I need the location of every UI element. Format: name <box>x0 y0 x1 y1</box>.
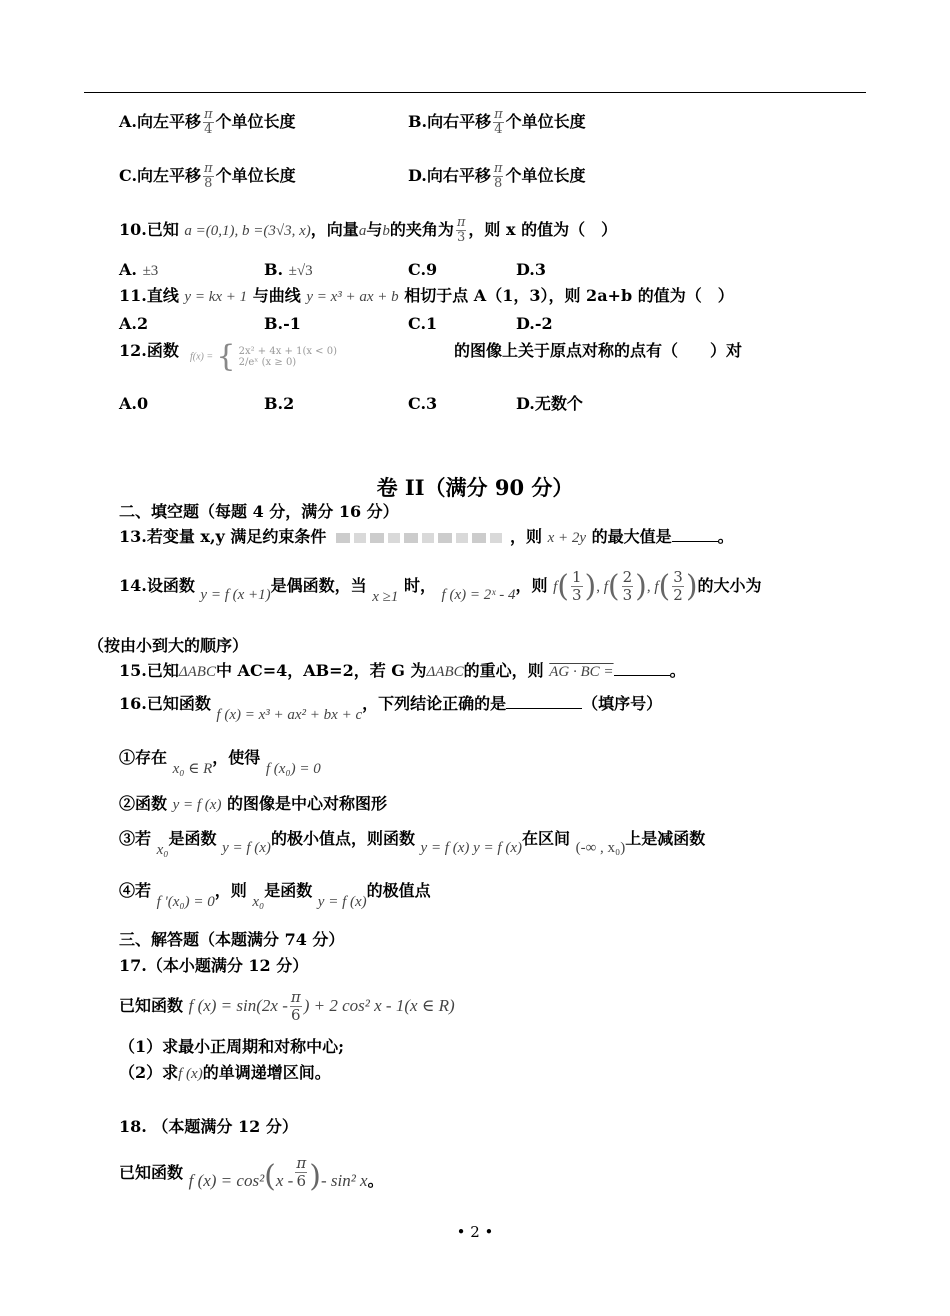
item-formula: f (x₀) = 0 <box>265 761 321 777</box>
paren-right-icon: ) <box>635 568 647 604</box>
q14-continuation: （按由小到大的顺序） <box>88 636 249 655</box>
q11-line-formula: y = kx + 1 <box>184 289 248 305</box>
fraction-numerator: π <box>493 161 503 176</box>
q14-text: 时， <box>403 576 436 595</box>
q16-text: ，下列结论正确的是 <box>362 694 507 713</box>
item-text: 是函数 <box>168 829 217 848</box>
item-number: ② <box>119 794 136 813</box>
paren-left-icon: ( <box>658 568 671 604</box>
item-text: ，则 <box>214 881 247 900</box>
q15-stem <box>119 661 686 682</box>
q12-question-tail: 的图像上关于原点对称的点有（ ）对 <box>454 341 743 360</box>
q13-text: ，则 <box>509 527 542 546</box>
item-number: ④ <box>119 881 136 900</box>
item-formula: x₀ <box>252 894 265 910</box>
paren-left-icon: ( <box>264 1159 276 1194</box>
fraction-numerator: π <box>456 215 466 230</box>
q9-option-d-text: D.向右平移 <box>408 166 491 185</box>
q18-given <box>119 1150 384 1204</box>
q9-option-c-text: C.向左平移 <box>119 166 202 185</box>
q11-option-b: B.-1 <box>264 314 301 333</box>
fraction-denominator: 2 <box>673 586 683 604</box>
q12-case-1: 2x² + 4x + 1(x < 0) <box>238 346 337 357</box>
item-text: 若 <box>135 881 152 900</box>
q16-item-2 <box>119 794 387 815</box>
item-text: 是函数 <box>264 881 313 900</box>
q14-function-formula: y = f (x +1) <box>200 587 271 603</box>
q10-vectors-formula: a =(0,1), b =(3√3, x) <box>184 223 311 239</box>
item-formula: y = f (x) y = f (x) <box>420 840 522 856</box>
q9-option-b-unit: 个单位长度 <box>505 112 586 131</box>
q17-text: 已知函数 <box>119 996 184 1015</box>
fraction-denominator: 4 <box>204 122 213 137</box>
header-rule <box>84 92 866 93</box>
item-text: 上是减函数 <box>625 829 706 848</box>
fraction-denominator: 3 <box>571 586 582 604</box>
item-formula: (-∞ , x₀) <box>575 840 626 856</box>
q9-option-c-unit: 个单位长度 <box>215 166 296 185</box>
q16-fill-hint: （填序号） <box>582 694 663 713</box>
item-text: 的极小值点，则函数 <box>270 829 415 848</box>
q12-option-c: C.3 <box>408 394 438 413</box>
paren-right-icon: ) <box>685 568 698 604</box>
answer-blank <box>672 541 718 542</box>
q11-option-c: C.1 <box>408 314 438 333</box>
q9-option-d <box>408 162 585 191</box>
q16-item-1 <box>119 743 321 784</box>
item-text: 函数 <box>135 794 168 813</box>
fraction-denominator: 8 <box>204 176 213 191</box>
section-2-heading: 二、填空题（每题 4 分，满分 16 分） <box>119 502 399 521</box>
option-value: ±3 <box>142 263 159 279</box>
q9-option-d-unit: 个单位长度 <box>505 166 586 185</box>
fraction-numerator: 3 <box>673 568 683 586</box>
fraction-numerator: π <box>204 161 213 176</box>
answer-blank <box>506 708 582 709</box>
q10-option-d: D.3 <box>516 260 547 279</box>
q15-dot-product-formula: AG · BC = <box>549 664 614 680</box>
q10-text: ，向量 <box>310 220 359 239</box>
q13-end-punctuation: 。 <box>717 527 734 546</box>
q14-definition-formula: f (x) = 2ˣ - 4 <box>441 587 516 603</box>
item-formula: x₀ ∈ R <box>172 761 213 777</box>
q15-triangle-symbol: ΔABC <box>426 664 464 680</box>
item-text: 的图像是中心对称图形 <box>227 794 388 813</box>
q18-end-punctuation: 。 <box>367 1171 384 1190</box>
item-formula: x₀ <box>156 842 169 858</box>
q17-formula-part: ) + 2 cos² x - 1(x ∈ R) <box>303 996 455 1015</box>
q10-option-a <box>119 260 158 281</box>
fraction-numerator: 1 <box>571 568 582 586</box>
fraction-denominator: 6 <box>291 1006 301 1024</box>
item-formula: y = f (x) <box>317 894 367 910</box>
q10-text: 的夹角为 <box>389 220 454 239</box>
fraction-numerator: π <box>204 107 213 122</box>
option-value: ±√3 <box>288 263 313 279</box>
q17-heading: 17.（本小题满分 12 分） <box>119 956 309 975</box>
q10-option-b <box>264 260 313 281</box>
q14-text: 是偶函数，当 <box>270 576 367 595</box>
q9-option-c <box>119 162 296 191</box>
q15-number: 15.已知 <box>119 661 179 680</box>
paren-right-icon: ) <box>584 568 597 604</box>
fraction-numerator: π <box>290 988 301 1006</box>
q13-stem <box>119 527 734 548</box>
item-text: ，使得 <box>212 748 261 767</box>
item-text: 在区间 <box>521 829 570 848</box>
q14-condition-formula: x ≥1 <box>372 589 399 605</box>
q15-text: 中 AC=4，AB=2，若 G 为 <box>215 661 427 680</box>
fraction-denominator: 4 <box>494 122 503 137</box>
item-text: 若 <box>135 829 152 848</box>
q16-item-3 <box>119 824 705 865</box>
paren-left-icon: ( <box>607 568 620 604</box>
q9-option-a <box>119 108 296 137</box>
q9-option-b <box>408 108 586 137</box>
q14-f-symbol: f <box>654 579 659 595</box>
paren-right-icon: ) <box>309 1159 321 1194</box>
q11-stem <box>119 286 734 307</box>
q14-stem: 14.设函数 y = f (x +1)是偶函数，当 x ≥1 时， f (x) = 2ˣ - 4，则 f( $\frac{1}{3}$ ), f( $\frac{2}{3}$ ), f( $\frac{3}{2}$ )的大小为 <box>119 568 762 605</box>
q18-heading: 18. （本题满分 12 分） <box>119 1117 298 1136</box>
q13-text: 的最大值是 <box>591 527 672 546</box>
fraction-denominator: 6 <box>296 1172 307 1190</box>
vector-a-symbol: a <box>358 223 367 239</box>
q15-end-punctuation: 。 <box>669 661 686 680</box>
q11-text: 与曲线 <box>252 286 301 305</box>
q17-part-1: （1）求最小正周期和对称中心; <box>119 1037 345 1056</box>
q15-triangle-symbol: ΔABC <box>178 664 216 680</box>
q11-number: 11.直线 <box>119 286 179 305</box>
q14-f-symbol: f <box>553 579 558 595</box>
q12-option-d: D.无数个 <box>516 394 583 413</box>
item-text: 存在 <box>135 748 168 767</box>
q11-option-a: A.2 <box>119 314 149 333</box>
item-formula: f '(x₀) = 0 <box>156 894 215 910</box>
option-label: A. <box>119 260 137 279</box>
q12-piecewise-formula <box>186 339 341 374</box>
q16-number: 16.已知函数 <box>119 694 211 713</box>
q12-option-b: B.2 <box>264 394 295 413</box>
fraction-denominator: 3 <box>622 586 633 604</box>
q13-number: 13.若变量 x,y 满足约束条件 <box>119 527 327 546</box>
q14-question-tail: 的大小为 <box>697 576 762 595</box>
item-formula: y = f (x) <box>222 840 271 856</box>
q14-number: 14.设函数 <box>119 576 195 595</box>
item-number: ③ <box>119 829 136 848</box>
q12-fx: f(x) = <box>190 351 214 363</box>
q9-option-a-text: A.向左平移 <box>119 112 201 131</box>
q13-constraint-system-image <box>336 533 506 543</box>
q18-text: 已知函数 <box>119 1163 184 1182</box>
q9-option-b-text: B.向右平移 <box>408 112 492 131</box>
q17-text: （2）求 <box>119 1063 179 1082</box>
item-text: 的极值点 <box>366 881 431 900</box>
q13-objective-formula: x + 2y <box>547 530 586 546</box>
q12-number: 12.函数 <box>119 341 179 360</box>
q17-formula-part: f (x) = sin(2x - <box>188 996 288 1015</box>
fraction-denominator: 8 <box>494 176 503 191</box>
q12-option-a: A.0 <box>119 394 149 413</box>
q17-given <box>119 986 455 1026</box>
q17-formula-part: f (x) <box>178 1066 203 1082</box>
vector-b-symbol: b <box>382 223 390 239</box>
option-label: B. <box>264 260 284 279</box>
item-number: ① <box>119 748 136 767</box>
page-number: • 2 • <box>456 1223 494 1241</box>
q10-question-tail: ，则 x 的值为（ ） <box>468 220 618 239</box>
fraction-numerator: 2 <box>622 568 633 586</box>
q14-text: ，则 <box>515 576 548 595</box>
answer-blank <box>614 675 670 676</box>
q14-f-symbol: f <box>603 579 608 595</box>
paren-left-icon: ( <box>557 568 569 604</box>
q12-case-2: 2/eˣ (x ≥ 0) <box>238 357 297 368</box>
q10-text: 与 <box>366 220 383 239</box>
q16-item-4 <box>119 876 431 917</box>
q15-text: 的重心，则 <box>463 661 544 680</box>
item-formula: y = f (x) <box>172 797 222 813</box>
q11-option-d: D.-2 <box>516 314 553 333</box>
section-3-heading: 三、解答题（本题满分 74 分） <box>119 930 345 949</box>
q11-question-tail: 相切于点 A（1，3），则 2a+b 的值为（ ） <box>404 286 734 305</box>
q17-text: 的单调递增区间。 <box>202 1063 331 1082</box>
q10-stem <box>119 216 617 245</box>
q17-part-2 <box>119 1063 331 1084</box>
q10-option-c: C.9 <box>408 260 438 279</box>
q18-formula-part: x - <box>275 1171 294 1190</box>
volume-2-title: 卷 II（满分 90 分） <box>376 475 574 500</box>
fraction-numerator: π <box>494 107 503 122</box>
q9-option-a-unit: 个单位长度 <box>215 112 296 131</box>
q10-number: 10.已知 <box>119 220 179 239</box>
fraction-numerator: π <box>296 1154 307 1172</box>
brace-icon: { <box>216 339 236 374</box>
q18-formula-part: f (x) = cos² <box>188 1171 265 1190</box>
q16-function-formula: f (x) = x³ + ax² + bx + c <box>216 707 363 723</box>
q11-curve-formula: y = x³ + ax + b <box>306 289 399 305</box>
q16-stem <box>119 689 662 730</box>
q18-formula-part: - sin² x <box>320 1171 368 1190</box>
fraction-denominator: 3 <box>456 230 466 245</box>
